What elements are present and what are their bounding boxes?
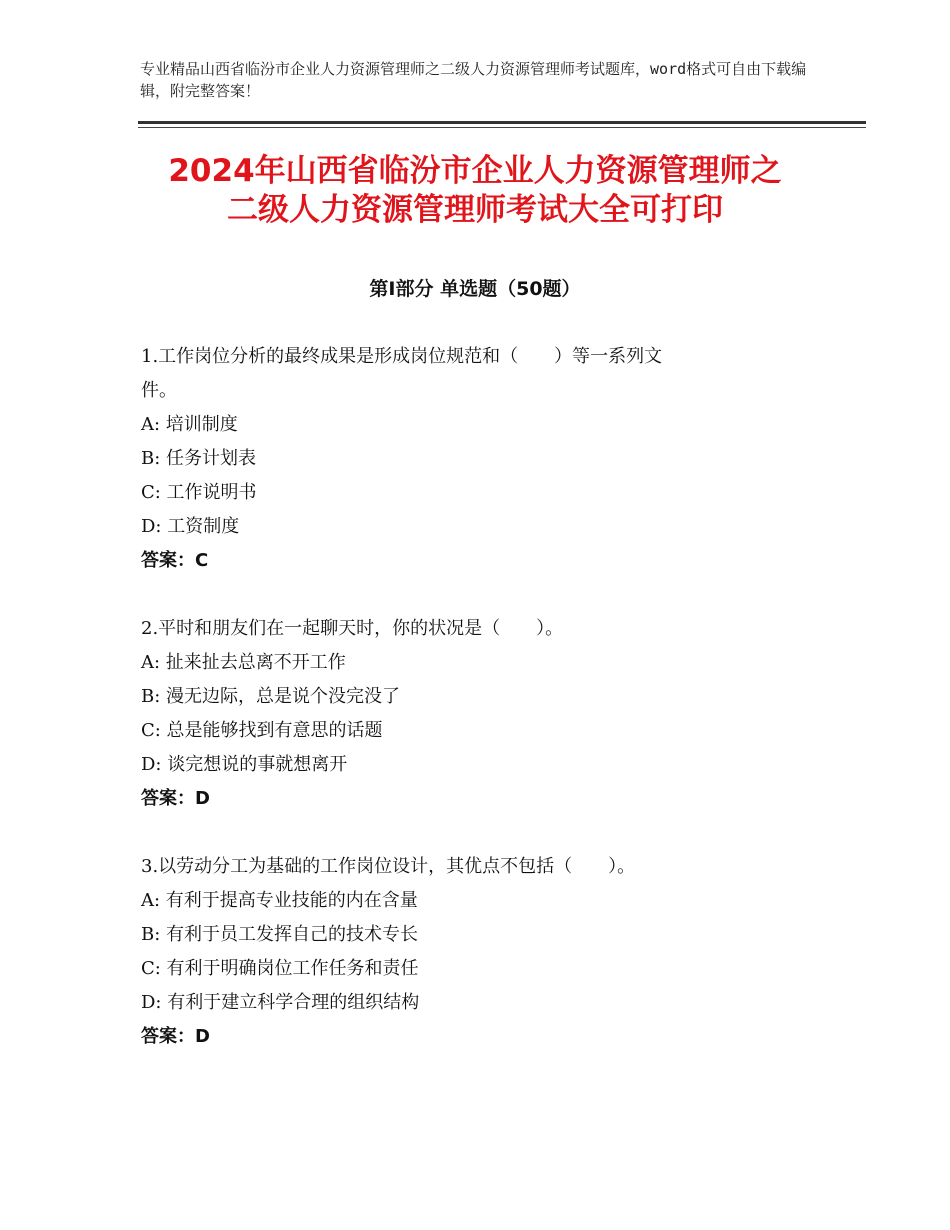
section-title: 第Ⅰ部分 单选题（50题） [369,278,581,300]
question-stem: 1.工作岗位分析的最终成果是形成岗位规范和（ ）等一系列文 [141,346,663,367]
question-stem: 3.以劳动分工为基础的工作岗位设计，其优点不包括（ ）。 [141,856,636,877]
header-rule-thin [138,127,866,128]
header-note: 专业精品山西省临汾市企业人力资源管理师之二级人力资源管理师考试题库，word格式可自由下载编辑，附完整答案！ [140,60,807,100]
option-d: D: 有利于建立科学合理的组织结构 [141,992,420,1013]
question-2 [141,612,791,816]
option-a: A: 培训制度 [141,414,238,435]
question-list [141,340,791,1088]
question-3 [141,850,791,1054]
option-a: A: 有利于提高专业技能的内在含量 [141,890,418,911]
option-d: D: 谈完想说的事就想离开 [141,754,348,775]
option-c: C: 总是能够找到有意思的话题 [141,720,383,741]
option-c: C: 有利于明确岗位工作任务和责任 [141,958,419,979]
answer: 答案：C [141,550,209,571]
question-stem-continued: 件。 [141,380,177,401]
question-1 [141,340,791,578]
title-line-2: 二级人力资源管理师考试大全可打印 [227,192,723,228]
option-d: D: 工资制度 [141,516,240,537]
document-title [100,152,850,230]
option-b: B: 任务计划表 [141,448,257,469]
option-c: C: 工作说明书 [141,482,257,503]
question-stem: 2.平时和朋友们在一起聊天时，你的状况是（ ）。 [141,618,564,639]
option-a: A: 扯来扯去总离不开工作 [141,652,346,673]
answer: 答案：D [141,1026,210,1047]
option-b: B: 有利于员工发挥自己的技术专长 [141,924,419,945]
option-b: B: 漫无边际，总是说个没完没了 [141,686,401,707]
title-line-1: 2024年山西省临汾市企业人力资源管理师之 [168,153,782,189]
answer: 答案：D [141,788,210,809]
header-rule-thick [138,121,866,124]
